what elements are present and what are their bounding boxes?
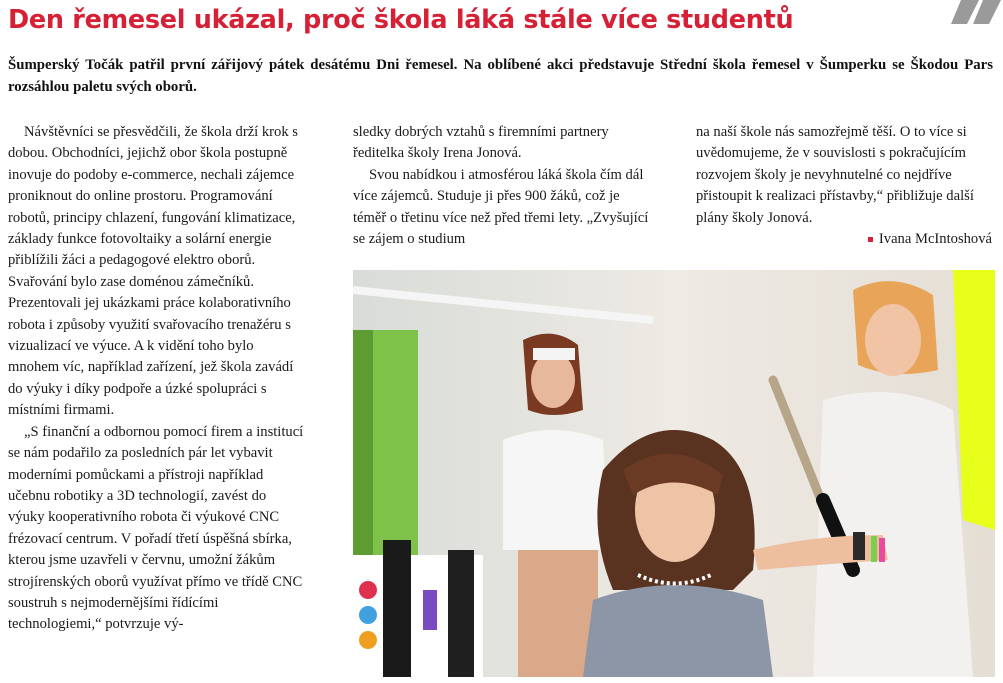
paragraph: na naší škole nás samozřejmě těší. O to více si uvědomujeme, že v souvislosti s pokračujícím rozvojem školy je nevyhnutelné co nejdříve přistoupit k realizaci přístavby,“ přibližuje další plány školy Jonová. bbox=[696, 124, 974, 226]
paragraph: Návštěvníci se přesvědčili, že škola drží krok s dobou. Obchodníci, jejichž obor škola postupně inovuje do podoby e-commerce, nechali zájemce proniknout do online prostoru. Programování robotů, principy chlazení, fungování klimatizace, základy funkce fotovoltaiky a solární energie přiblížili žáci a pedagogové elektro oborů. Svařování bylo zase doménou zámečníků. Prezentovali jej ukázkami práce kolaborativního robota i způsoby využití svařovacího trenažéru s vizualizací ve výuce. A k vidění toho bylo mnohem víc, například zařízení, jež škola zavádí do výuky i díky podpoře a úzké spolupráci s místními firmami. bbox=[8, 124, 298, 419]
article-photo bbox=[353, 270, 995, 677]
byline-square-icon bbox=[868, 237, 873, 242]
quote-mark-icon bbox=[923, 0, 1003, 36]
paragraph: „S finanční a odbornou pomocí firem a institucí se nám podařilo za posledních pár let vybavit moderními pomůckami a přístroji například učebnu robotiky a 3D technologií, zavést do výuky kooperativního robota či výukové CNC frézovací centrum. V pořadí třetí úspěšná sbírka, kterou jsme uzavřeli v červnu, umožní žákům strojírenských oborů využívat přímo ve třídě CNC soustruh s nejmodernějšími řídícími technologiemi,“ potvrzuje vý- bbox=[8, 423, 304, 633]
text-column-2 bbox=[353, 122, 649, 250]
byline bbox=[696, 229, 992, 250]
paragraph: sledky dobrých vztahů s firemními partnery ředitelka školy Irena Jonová. bbox=[353, 124, 609, 162]
text-column-1 bbox=[8, 122, 304, 636]
perex: Šumperský Točák patřil první zářijový pátek desátému Dni řemesel. Na oblíbené akci představuje Střední škola řemesel v Šumperku se Škodou Pars rozsáhlou paletu svých oborů. bbox=[8, 57, 993, 95]
paragraph: Svou nabídkou i atmosférou láká škola čím dál více zájemců. Studuje ji přes 900 žáků, což je téměř o třetinu více než před třemi lety. „Zvyšující se zájem o studium bbox=[353, 166, 649, 248]
headline: Den řemesel ukázal, proč škola láká stále více studentů bbox=[8, 5, 794, 35]
text-column-3 bbox=[696, 122, 992, 250]
author-name: Ivana McIntoshová bbox=[878, 231, 992, 248]
